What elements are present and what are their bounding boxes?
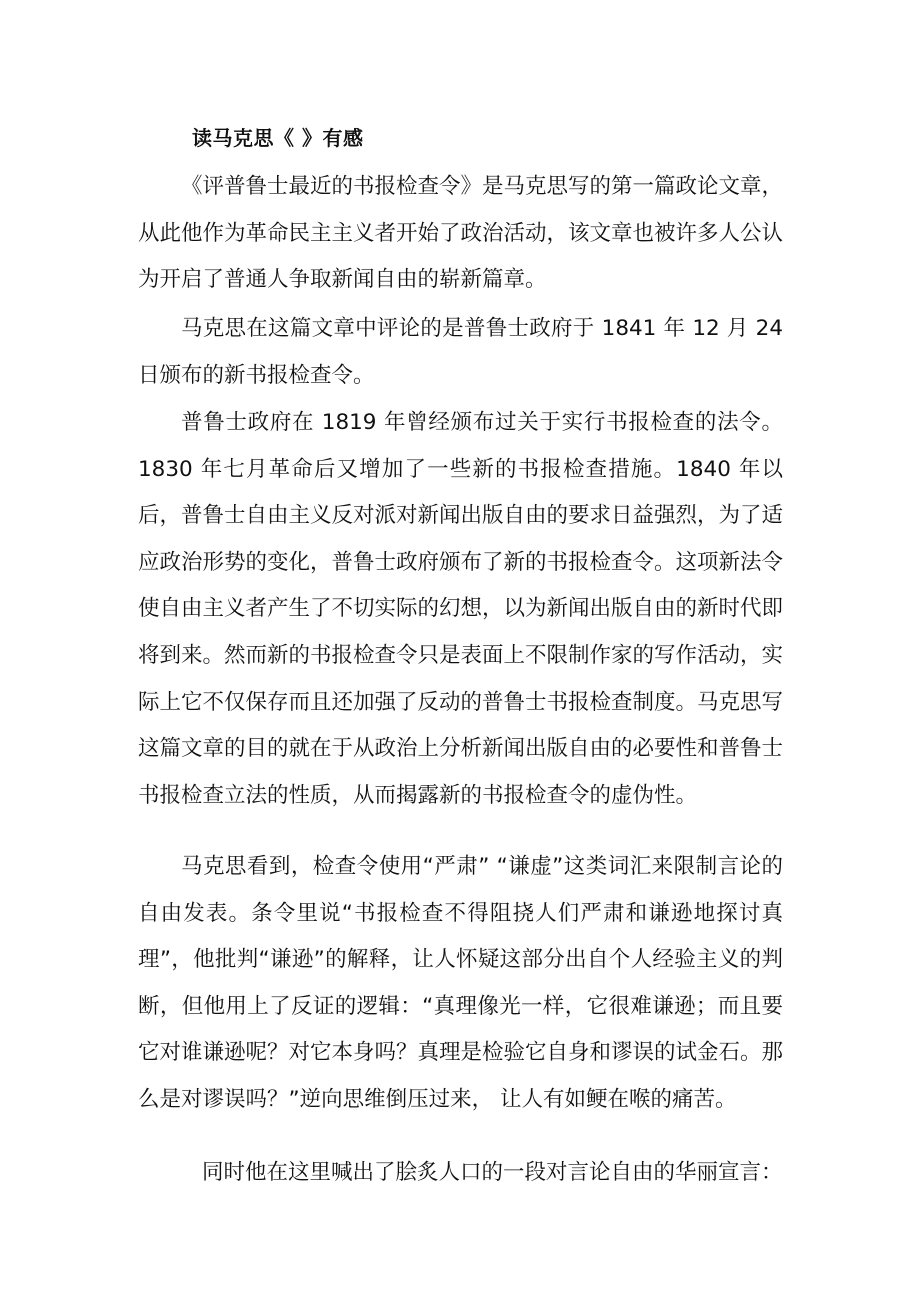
paragraph-declaration: 同时他在这里喊出了脍炙人口的一段对言论自由的华丽宣言： bbox=[202, 1160, 783, 1185]
paragraph-modesty-critique: 马克思看到，检查令使用“严肃” “谦虚”这类词汇来限制言论的自由发表。条令里说“书报检查不得阻挠人们严肃和谦逊地探讨真理”，他批判“谦逊”的解释，让人怀疑这部分出自个人经验主义的判断，但他用上了反证的逻辑：“真理像光一样，它很难谦逊；而且要它对谁谦逊呢？对它本身吗？真理是检验它自身和谬误的试金石。那么是对谬误吗？”逆向思维倒压过来， 让人有如鲠在喉的痛苦。 bbox=[138, 854, 784, 1112]
document-title: 读马克思《 》有感 bbox=[192, 126, 364, 150]
paragraph-intro: 《评普鲁士最近的书报检查令》是马克思写的第一篇政论文章，从此他作为革命民主主义者开始了政治活动，该文章也被许多人公认为开启了普通人争取新闻自由的崭新篇章。 bbox=[138, 174, 784, 293]
paragraph-censorship-date: 马克思在这篇文章中评论的是普鲁士政府于 1841 年 12 月 24 日颁布的新书报检查令。 bbox=[138, 316, 783, 388]
paragraph-history: 普鲁士政府在 1819 年曾经颁布过关于实行书报检查的法令。1830 年七月革命后又增加了一些新的书报检查措施。1840 年以后，普鲁士自由主义反对派对新闻出版自由的要求日益强烈，为了适应政治形势的变化，普鲁士政府颁布了新的书报检查令。这项新法令使自由主义者产生了不切实际的幻想，以为新闻出版自由的新时代即将到来。然而新的书报检查令只是表面上不限制作家的写作活动，实际上它不仅保存而且还加强了反动的普鲁士书报检查制度。马克思写这篇文章的目的就在于从政治上分析新闻出版自由的必要性和普鲁士书报检查立法的性质，从而揭露新的书报检查令的虚伪性。 bbox=[138, 410, 784, 808]
